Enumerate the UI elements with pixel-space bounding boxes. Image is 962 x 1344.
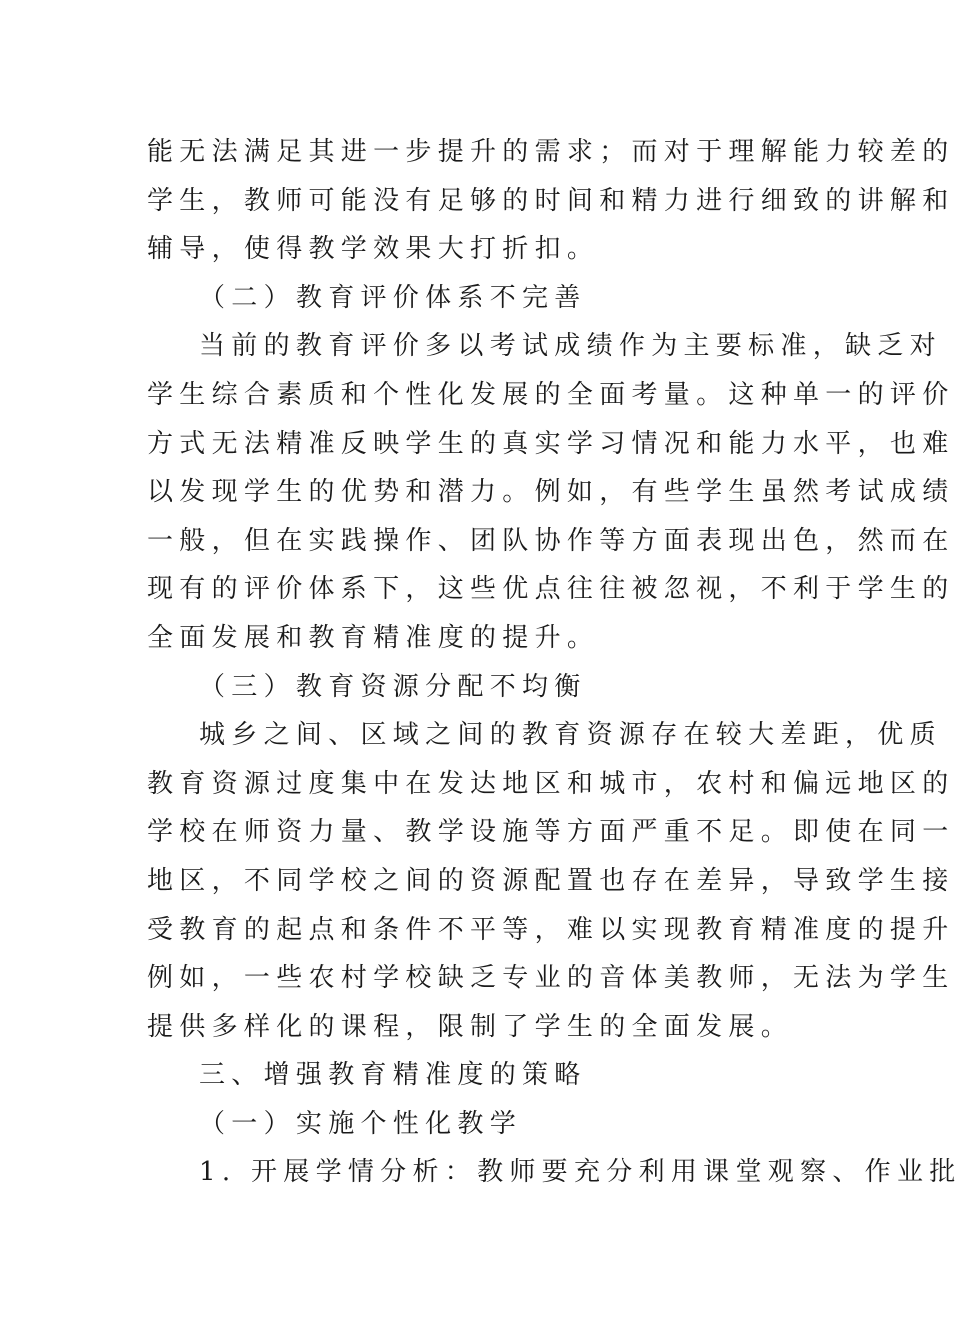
- section-heading: （一）实施个性化教学: [199, 1108, 523, 1139]
- body-text-line: 例如，一些农村学校缺乏专业的音体美教师，无法为学生: [147, 963, 955, 994]
- body-text-line: 学生综合素质和个性化发展的全面考量。这种单一的评价: [147, 379, 955, 410]
- body-text-line: 提供多样化的课程，限制了学生的全面发展。: [147, 1011, 794, 1042]
- paragraph-first-line: 当前的教育评价多以考试成绩作为主要标准，缺乏对: [199, 331, 942, 362]
- body-text-line: 受教育的起点和条件不平等，难以实现教育精准度的提升: [147, 914, 955, 945]
- body-text-line: 教育资源过度集中在发达地区和城市，农村和偏远地区的: [147, 768, 955, 799]
- body-text-line: 以发现学生的优势和潜力。例如，有些学生虽然考试成绩: [147, 477, 955, 508]
- list-item: 1. 开展学情分析：教师要充分利用课堂观察、作业批: [199, 1157, 962, 1188]
- body-text-line: 现有的评价体系下，这些优点往往被忽视，不利于学生的: [147, 574, 955, 605]
- paragraph-first-line: 城乡之间、区域之间的教育资源存在较大差距，优质: [199, 720, 942, 751]
- body-text-line: 辅导，使得教学效果大打折扣。: [147, 234, 600, 265]
- section-heading: （三）教育资源分配不均衡: [199, 671, 587, 702]
- body-text-line: 地区，不同学校之间的资源配置也存在差异，导致学生接: [147, 865, 955, 896]
- body-text-line: 一般，但在实践操作、团队协作等方面表现出色，然而在: [147, 525, 955, 556]
- body-text-line: 学校在师资力量、教学设施等方面严重不足。即使在同一: [147, 817, 955, 848]
- document-page: [147, 128, 962, 1197]
- body-text-line: 全面发展和教育精准度的提升。: [147, 622, 600, 653]
- body-text-line: 方式无法精准反映学生的真实学习情况和能力水平，也难: [147, 428, 955, 459]
- section-heading: （二）教育评价体系不完善: [199, 282, 587, 313]
- body-text-line: 能无法满足其进一步提升的需求；而对于理解能力较差的: [147, 137, 955, 167]
- chapter-heading: 三、增强教育精准度的策略: [199, 1060, 587, 1091]
- body-text-line: 学生，教师可能没有足够的时间和精力进行细致的讲解和: [147, 185, 955, 216]
